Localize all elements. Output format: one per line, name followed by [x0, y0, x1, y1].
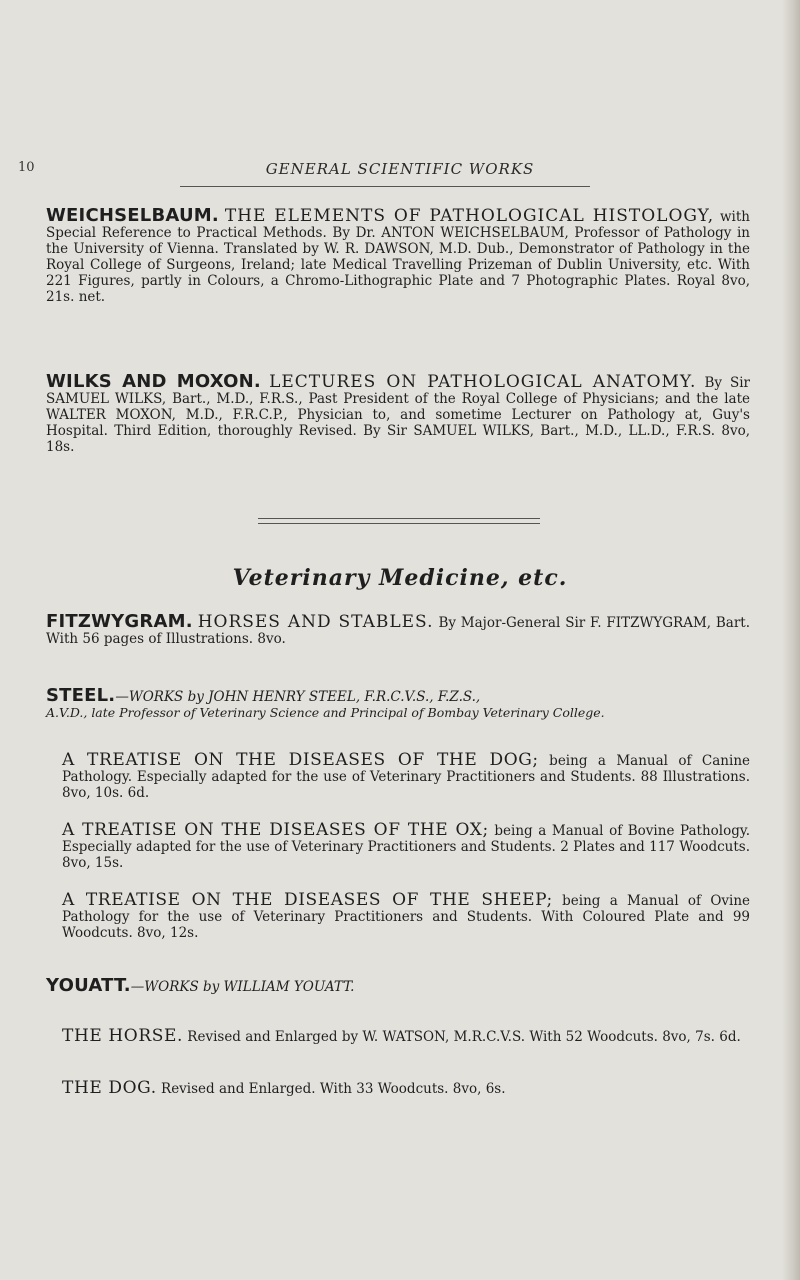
page-edge-shadow — [782, 0, 800, 1280]
entry-steel — [46, 685, 750, 721]
entry-body: By Sir SAMUEL WILKS, Bart., M.D., F.R.S., Past President of the Royal College of Physicians; and the late WALTER MOXON, M.D., F.R.C.P., Physician to, and sometime Lecturer on Pathology at, Guy's Hospital. Third Edition, thoroughly Revised. By Sir SAMUEL WILKS, Bart., M.D., LL.D., F.R.S. 8vo, 18s. — [46, 375, 751, 455]
youatt-item-dog — [62, 1080, 750, 1097]
entry-wilks-moxon — [46, 371, 751, 455]
entry-author: STEEL. — [46, 685, 116, 706]
item-title: A TREATISE ON THE DISEASES OF THE SHEEP; — [62, 890, 553, 910]
running-head: GENERAL SCIENTIFIC WORKS — [265, 160, 535, 178]
youatt-item-horse — [62, 1028, 750, 1045]
page-number: 10 — [18, 160, 35, 175]
item-title: THE DOG. — [62, 1078, 157, 1098]
entry-author: WEICHSELBAUM. — [46, 205, 219, 226]
section-heading: Veterinary Medicine, etc. — [232, 565, 568, 591]
entry-body: By Major-General — [438, 615, 561, 631]
item-title: A TREATISE ON THE DISEASES OF THE OX; — [62, 820, 489, 840]
entry-body: with Special Reference to Practical Methods. By Dr. ANTON WEICHSELBAUM, Professor of Pathology in the University of Vienna. Translated by W. R. DAWSON, M.D. Dub., Demonstrator of Pathology in the Royal College of Surgeons, Ireland; late Medical Travelling Prizeman of Dublin University, etc. With 221 Figures, partly in Colours, a Chromo-Lithographic Plate and 7 Photographic Plates. Royal 8vo, 21s. net. — [46, 209, 750, 305]
entry-title: HORSES AND STABLES. — [197, 612, 434, 632]
entry-author: YOUATT. — [46, 975, 131, 996]
item-title: THE HORSE. — [62, 1026, 183, 1046]
entry-title: THE ELEMENTS OF PATHOLOGICAL HISTOLOGY, — [224, 206, 715, 226]
steel-item-ox — [62, 822, 750, 871]
entry-fitzwygram — [46, 611, 750, 647]
entry-body-cont: Sir F. FITZWYGRAM, Bart. With 56 pages of Illustrations. 8vo. — [46, 615, 750, 647]
item-body: being a Manual of Ovine Pathology for the use of Veterinary Practitioners and Students. With Coloured Plate and 99 Woodcuts. 8vo, 12s. — [62, 893, 751, 941]
entry-weichselbaum — [46, 205, 750, 305]
steel-item-sheep — [62, 892, 750, 941]
works-line-2: A.V.D., late Professor of Veterinary Science and Principal of Bombay Veterinary College. — [46, 705, 605, 720]
item-body: Revised and Enlarged by W. WATSON, M.R.C.V.S. With 52 Woodcuts. 8vo, 7s. 6d. — [187, 1029, 741, 1045]
entry-title: LECTURES ON PATHOLOGICAL ANATOMY. — [269, 372, 697, 392]
section-divider — [258, 518, 540, 524]
page-header — [0, 160, 800, 184]
steel-item-dog — [62, 752, 750, 801]
works-line: —WORKS by WILLIAM YOUATT. — [130, 979, 355, 995]
works-line: —WORKS by JOHN HENRY STEEL, F.R.C.V.S., F.Z.S., — [115, 689, 481, 705]
item-body: being a Manual of Bovine Pathology. Especially adapted for the use of Veterinary Practitioners and Students. 2 Plates and 117 Woodcuts. 8vo, 15s. — [62, 823, 750, 871]
item-title: A TREATISE ON THE DISEASES OF THE DOG; — [62, 750, 539, 770]
item-body: Revised and Enlarged. With 33 Woodcuts. 8vo, 6s. — [161, 1081, 506, 1097]
header-rule — [180, 186, 590, 187]
entry-youatt — [46, 975, 750, 996]
entry-author: WILKS AND MOXON. — [46, 371, 261, 392]
entry-author: FITZWYGRAM. — [46, 611, 193, 632]
item-body: being a Manual of Canine Pathology. Especially adapted for the use of Veterinary Practitioners and Students. 88 Illustrations. 8vo, 10s. 6d. — [62, 753, 751, 801]
